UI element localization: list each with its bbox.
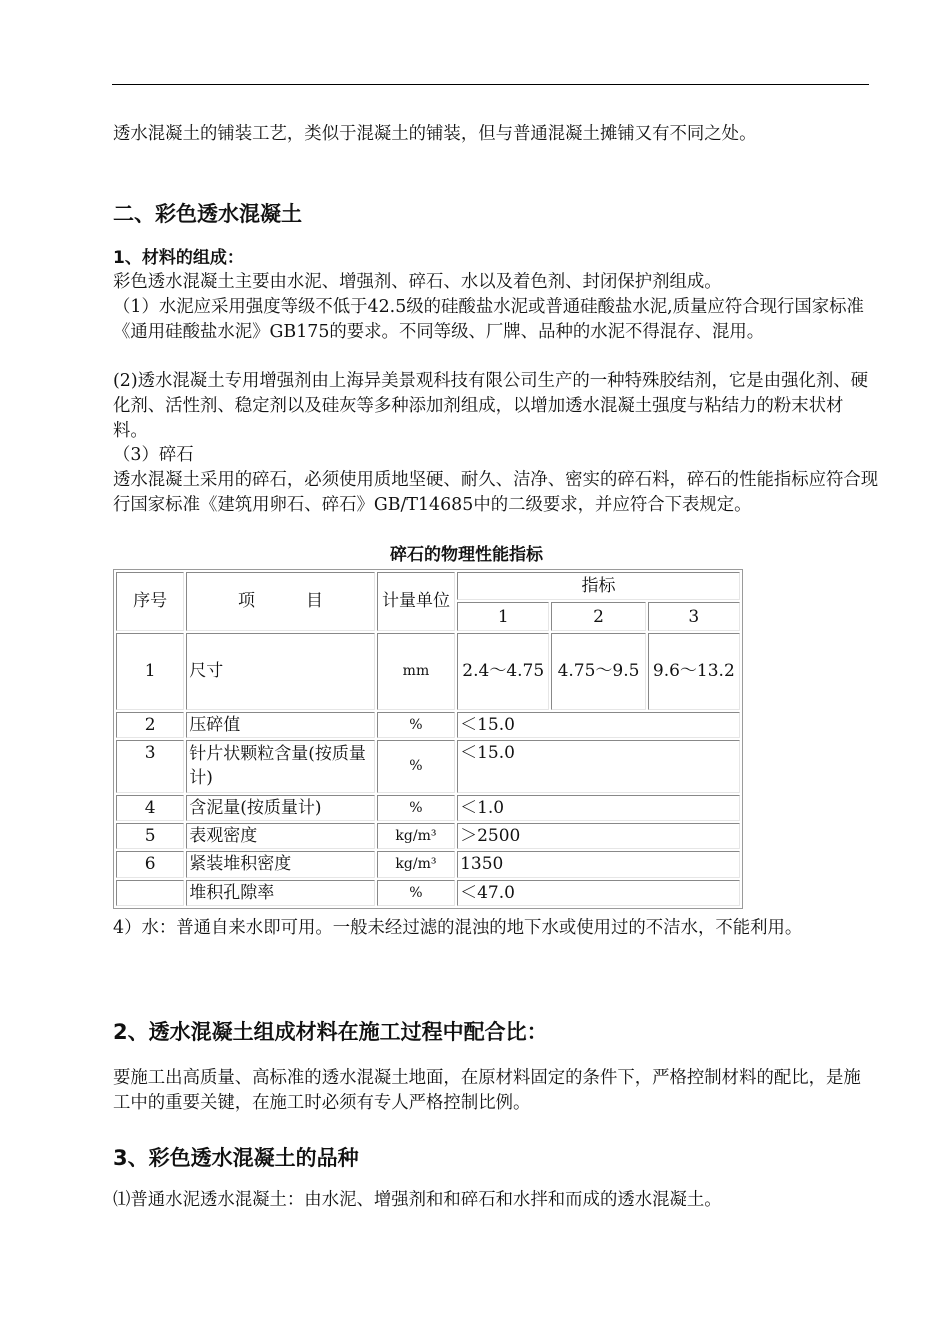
- row-seq: 4: [116, 795, 184, 821]
- additive-paragraph: (2)透水混凝土专用增强剂由上海异美景观科技有限公司生产的一种特殊胶结剂，它是由强化剂、硬化剂、活性剂、稳定剂以及硅灰等多种添加剂组成，以增加透水混凝土强度与粘结力的粉末状材料。: [113, 371, 869, 441]
- table-header-row: [116, 572, 740, 600]
- row-value-2: 4.75～9.5: [551, 633, 645, 710]
- row-value: 1350: [457, 851, 740, 877]
- header-rule: [112, 84, 869, 85]
- row-seq: 6: [116, 851, 184, 877]
- row-unit: %: [377, 880, 455, 906]
- row-item: 针片状颗粒含量(按质量计): [186, 740, 375, 793]
- header-item: 项 目: [186, 572, 375, 631]
- row-unit: kg/m³: [377, 823, 455, 849]
- header-sub-3: 3: [648, 602, 740, 630]
- row-value-3: 9.6～13.2: [648, 633, 740, 710]
- table-row: [116, 823, 740, 849]
- row-unit: %: [377, 712, 455, 738]
- table-row: [116, 633, 740, 710]
- row-value: ＜1.0: [457, 795, 740, 821]
- gravel-heading: （3）碎石: [113, 445, 194, 465]
- intro-paragraph: 透水混凝土的铺装工艺，类似于混凝土的铺装，但与普通混凝土摊铺又有不同之处。: [113, 124, 757, 144]
- gravel-paragraph: 透水混凝土采用的碎石，必须使用质地坚硬、耐久、洁净、密实的碎石料，碎石的性能指标应符合现行国家标准《建筑用卵石、碎石》GB/T14685中的二级要求，并应符合下表规定。: [113, 470, 879, 515]
- row-seq: 3: [116, 740, 184, 793]
- row-item: 表观密度: [186, 823, 375, 849]
- cement-paragraph: （1）水泥应采用强度等级不低于42.5级的硅酸盐水泥或普通硅酸盐水泥,质量应符合现行国家标准《通用硅酸盐水泥》GB175的要求。不同等级、厂牌、品种的水泥不得混存、混用。: [113, 297, 864, 342]
- header-seq: 序号: [116, 572, 184, 631]
- composition-paragraph: 彩色透水混凝土主要由水泥、增强剂、碎石、水以及着色剂、封闭保护剂组成。: [113, 272, 722, 292]
- row-seq: [116, 880, 184, 906]
- row-value: ＜15.0: [457, 712, 740, 738]
- row-value: ＜15.0: [457, 740, 740, 793]
- row-item: 尺寸: [186, 633, 375, 710]
- header-sub-1: 1: [457, 602, 549, 630]
- row-value: ＜47.0: [457, 880, 740, 906]
- row-seq: 5: [116, 823, 184, 849]
- subsection-title-material-composition: 1、材料的组成：: [113, 248, 244, 268]
- table-row: [116, 712, 740, 738]
- row-unit: mm: [377, 633, 455, 710]
- row-item: 含泥量(按质量计): [186, 795, 375, 821]
- table-row: [116, 851, 740, 877]
- gravel-properties-table: [113, 569, 743, 909]
- table-row: [116, 795, 740, 821]
- row-seq: 1: [116, 633, 184, 710]
- row-item: 压碎值: [186, 712, 375, 738]
- header-index: 指标: [457, 572, 740, 600]
- row-unit: %: [377, 795, 455, 821]
- row-item: 堆积孔隙率: [186, 880, 375, 906]
- section-title-mix-ratio: 2、透水混凝土组成材料在施工过程中配合比：: [113, 1020, 548, 1044]
- table-row: [116, 740, 740, 793]
- row-unit: kg/m³: [377, 851, 455, 877]
- row-item: 紧装堆积密度: [186, 851, 375, 877]
- water-paragraph: 4）水：普通自来水即可用。一般未经过滤的混浊的地下水或使用过的不洁水，不能利用。: [113, 918, 803, 938]
- mix-ratio-paragraph: 要施工出高质量、高标准的透水混凝土地面，在原材料固定的条件下，严格控制材料的配比，是施工中的重要关键，在施工时必须有专人严格控制比例。: [113, 1068, 861, 1113]
- table-row: [116, 880, 740, 906]
- row-unit: %: [377, 740, 455, 793]
- row-value-1: 2.4～4.75: [457, 633, 549, 710]
- row-seq: 2: [116, 712, 184, 738]
- row-value: ＞2500: [457, 823, 740, 849]
- section-title-varieties: 3、彩色透水混凝土的品种: [113, 1146, 359, 1170]
- varieties-paragraph: ⑴普通水泥透水混凝土：由水泥、增强剂和和碎石和水拌和而成的透水混凝土。: [113, 1190, 722, 1210]
- section-title-colored-pervious-concrete: 二、彩色透水混凝土: [113, 202, 302, 226]
- header-sub-2: 2: [551, 602, 645, 630]
- header-unit: 计量单位: [377, 572, 455, 631]
- table-caption: 碎石的物理性能指标: [390, 545, 543, 565]
